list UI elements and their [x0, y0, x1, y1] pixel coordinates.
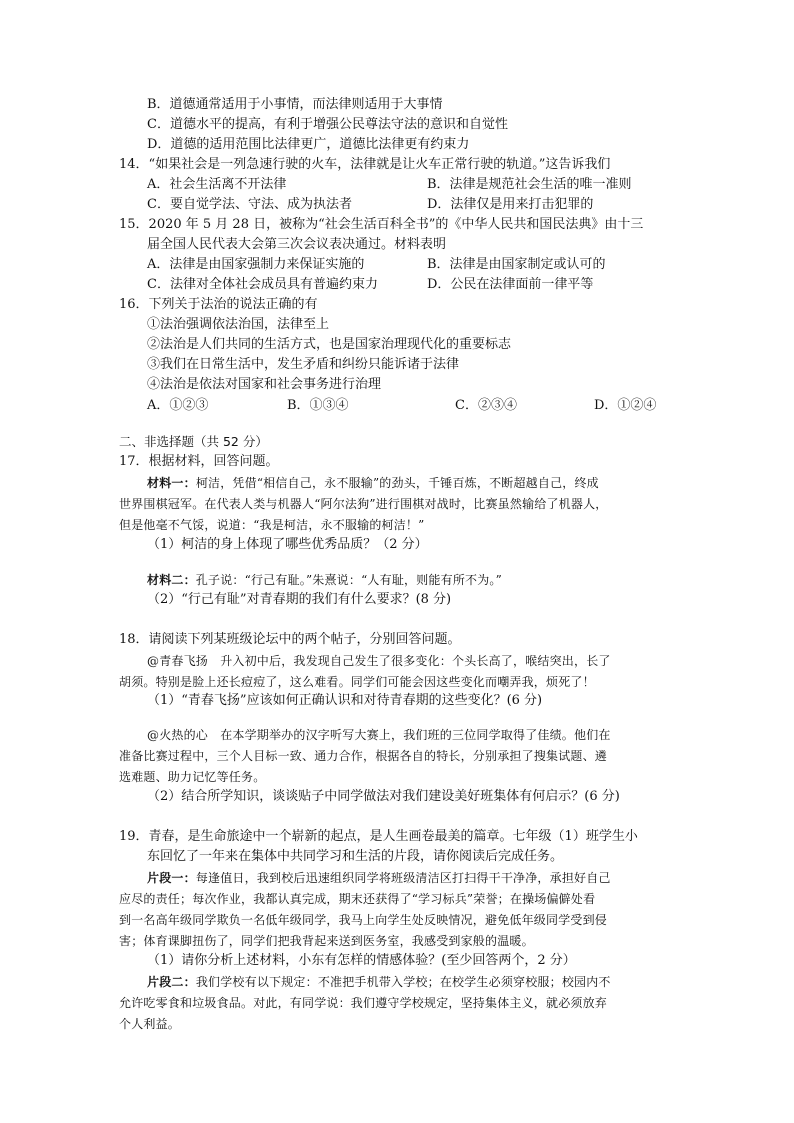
- q15-option-b: B．法律是由国家制定或认可的: [427, 257, 606, 272]
- material-1-label: 材料一：: [147, 476, 196, 490]
- q19-fragment-1-line1: [147, 869, 611, 887]
- q16-statement-4: ④法治是依法对国家和社会事务进行治理: [147, 377, 382, 392]
- q18-question-2: （2）结合所学知识，谈谈贴子中同学做法对我们建设美好班集体有何启示？(6 分): [147, 789, 620, 804]
- q14-stem: 14．“如果社会是一列急速行驶的火车，法律就是让火车正常行驶的轨道。”这告诉我们: [119, 157, 611, 172]
- q16-option-a: A．①②③: [147, 398, 209, 413]
- q16-statement-3: ③我们在日常生活中，发生矛盾和纠纷只能诉诸于法律: [147, 357, 460, 372]
- q19-fragment-1-line4: 害；体育课脚扭伤了，同学们把我背起来送到医务室，我感受到家般的温暖。: [119, 934, 534, 948]
- q17-material-1-line1: [147, 474, 599, 492]
- q15-option-d: D．公民在法律面前一律平等: [427, 277, 594, 292]
- q19-question-1: （1）请你分析上述材料，小东有怎样的情感体验？(至少回答两个，2 分）: [147, 953, 576, 968]
- fragment-1-label: 片段一：: [147, 871, 196, 885]
- q19-fragment-1-line2: 应尽的责任；每次作业，我都认真完成，期末还获得了“学习标兵”荣誉；在操场偏僻处看: [119, 892, 596, 906]
- material-2-text: 孔子说：“行己有耻。”朱熹说：“人有耻，则能有所不为。”: [195, 573, 502, 587]
- q17-material-2: [147, 571, 502, 589]
- q14-option-b: B．法律是规范社会生活的唯一准则: [427, 177, 632, 192]
- q18-post-2-line1: @火热的心 在本学期举办的汉字听写大赛上，我们班的三位同学取得了佳绩。他们在: [147, 728, 611, 742]
- q17-stem: 17．根据材料，回答问题。: [119, 454, 279, 469]
- q14-option-a: A．社会生活离不开法律: [147, 177, 287, 192]
- q14-option-c: C．要自觉学法、守法、成为执法者: [147, 197, 352, 212]
- q16-statement-1: ①法治强调依法治国，法律至上: [147, 317, 330, 332]
- q15-stem-line1: 15．2020 年 5 月 28 日，被称为“社会生活百科全书”的《中华人民共和国民法典》由十三: [119, 217, 644, 232]
- q15-option-a: A．法律是由国家强制力来保证实施的: [147, 257, 365, 272]
- fragment-2-label: 片段二：: [147, 975, 196, 989]
- q16-stem: 16．下列关于法治的说法正确的有: [119, 297, 318, 312]
- section-heading: 二、非选择题（共 52 分）: [119, 434, 268, 449]
- q19-stem-line1: 19．青春，是生命旅途中一个崭新的起点，是人生画卷最美的篇章。七年级（1）班学生小: [119, 829, 638, 844]
- material-2-label: 材料二：: [147, 573, 196, 587]
- material-1-text: 柯洁，凭借“相信自己，永不服输”的劲头，千锤百炼，不断超越自己，终成: [195, 476, 599, 490]
- q17-question-2: （2）“行己有耻”对青春期的我们有什么要求？(8 分): [147, 592, 452, 607]
- q19-fragment-2-line1: [147, 973, 611, 991]
- fragment-2-text: 我们学校有以下规定：不准把手机带入学校；在校学生必须穿校服；校园内不: [195, 975, 611, 989]
- q18-post-1-line1: @青春飞扬 升入初中后，我发现自己发生了很多变化：个头长高了，喉结突出，长了: [147, 654, 611, 668]
- q14-option-d: D．法律仅是用来打击犯罪的: [427, 197, 594, 212]
- q17-question-1: （1）柯洁的身上体现了哪些优秀品质？（2 分）: [147, 537, 428, 552]
- q18-post-2-line2: 准备比赛过程中，三个人目标一致、通力合作，根据各自的特长，分别承担了搜集试题、遴: [119, 749, 608, 763]
- q13-option-b: B．道德通常适用于小事情，而法律则适用于大事情: [147, 97, 443, 112]
- q13-option-c: C．道德水平的提高，有利于增强公民尊法守法的意识和自觉性: [147, 117, 508, 132]
- fragment-1-text: 每逢值日，我到校后迅速组织同学将班级清洁区打扫得干干净净，承担好自己: [195, 871, 611, 885]
- q18-post-2-line3: 选难题、助力记忆等任务。: [119, 770, 266, 784]
- q17-material-1-line2: 世界围棋冠军。在代表人类与机器人“阿尔法狗”进行围棋对战时，比赛虽然输给了机器人，: [119, 497, 608, 511]
- q18-stem: 18．请阅读下列某班级论坛中的两个帖子，分别回答问题。: [119, 632, 461, 647]
- q18-post-1-line2: 胡须。特别是脸上还长痘痘了，这么难看。同学们可能会因这些变化而嘲弄我，烦死了！: [119, 675, 595, 689]
- q16-option-c: C．②③④: [455, 398, 517, 413]
- q15-option-c: C．法律对全体社会成员具有普遍约束力: [147, 277, 378, 292]
- q13-option-d: D．道德的适用范围比法律更广，道德比法律更有约束力: [147, 137, 470, 152]
- q16-option-d: D．①②④: [594, 398, 657, 413]
- q19-fragment-2-line3: 个人利益。: [119, 1017, 181, 1031]
- q19-stem-line2: 东回忆了一年来在集体中共同学习和生活的片段，请你阅读后完成任务。: [147, 849, 564, 864]
- q19-fragment-1-line3: 到一名高年级同学欺负一名低年级同学，我马上向学生处反映情况，避免低年级同学受到侵: [119, 913, 608, 927]
- q16-statement-2: ②法治是人们共同的生活方式，也是国家治理现代化的重要标志: [147, 337, 512, 352]
- q17-material-1-line3: 但是他毫不气馁，说道：“我是柯洁，永不服输的柯洁！”: [119, 518, 425, 532]
- q19-fragment-2-line2: 允许吃零食和垃圾食品。对此，有同学说：我们遵守学校规定，坚持集体主义，就必须放弃: [119, 996, 608, 1010]
- q15-stem-line2: 届全国人民代表大会第三次会议表决通过。材料表明: [147, 237, 447, 252]
- q18-question-1: （1）“青春飞扬”应该如何正确认识和对待青春期的这些变化？(6 分): [147, 693, 543, 708]
- q16-option-b: B．①③④: [287, 398, 349, 413]
